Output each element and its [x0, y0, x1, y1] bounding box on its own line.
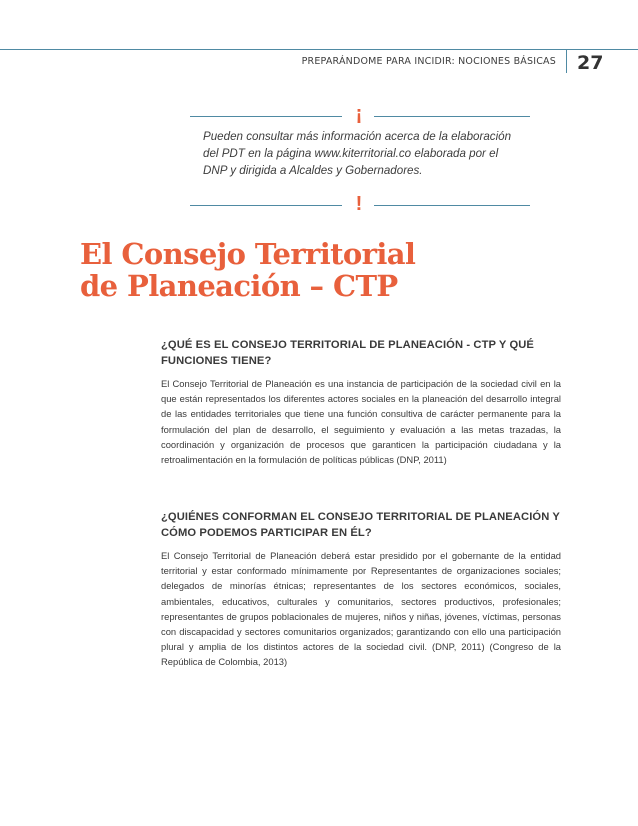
exclamation-close-icon: !: [355, 193, 363, 215]
callout-top-left-rule: [190, 116, 342, 117]
question-heading: ¿QUIÉNES CONFORMAN EL CONSEJO TERRITORIAL DE PLANEACIÓN Y CÓMO PODEMOS PARTICIPAR EN ÉL?: [161, 511, 560, 539]
running-header-title: PREPARÁNDOME PARA INCIDIR: NOCIONES BÁSICAS: [301, 56, 556, 67]
question-section-who-forms-ctp: [161, 509, 561, 670]
exclamation-open-icon: ¡: [355, 103, 363, 125]
section-title-line-2: de Planeación – CTP: [80, 269, 398, 303]
page-number: 27: [577, 52, 604, 74]
section-title-line-1: El Consejo Territorial: [80, 237, 416, 271]
header-divider: [566, 49, 567, 73]
callout-bottom-left-rule: [190, 205, 342, 206]
question-section-what-is-ctp: [161, 337, 561, 467]
callout-top-right-rule: [374, 116, 530, 117]
question-answer: El Consejo Territorial de Planeación es una instancia de participación de la sociedad civil en la que están representados los diferentes actores sociales en la planeación del desarrollo integral de las entidades territoriales que tiene una función consultiva de carácter permanente para la formulación del plan de desarrollo, el seguimiento y evaluación a las metas trazadas, la coordinación y organización de procesos que garanticen la participación ciudadana y la retroalimentación en la formulación de políticas públicas (DNP, 2011): [161, 378, 561, 466]
question-heading: ¿QUÉ ES EL CONSEJO TERRITORIAL DE PLANEACIÓN - CTP Y QUÉ FUNCIONES TIENE?: [161, 339, 534, 367]
question-answer: El Consejo Territorial de Planeación deberá estar presidido por el gobernante de la entidad territorial y estar conformado mínimamente por Representantes de organizaciones sociales; delegados de minorías étnicas; representantes de los sectores económicos, sociales, ambientales, educativos, culturales y comunitarios, sectores productivos, profesionales; representantes de grupos poblacionales de mujeres, niños y niñas, jóvenes, víctimas, personas con discapacidad y sectores comunitarios organizados; garantizando con ello una participación plural y amplia de los distintos actores de la sociedad civil. (DNP, 2011) (Congreso de la República de Colombia, 2013): [161, 550, 561, 668]
callout-text: Pueden consultar más información acerca de la elaboración del PDT en la página www.kiterritorial.co elaborada por el DNP y dirigida a Alcaldes y Gobernadores.: [203, 130, 512, 177]
callout-bottom-right-rule: [374, 205, 530, 206]
section-title: [80, 238, 550, 302]
header-rule: [0, 49, 638, 50]
